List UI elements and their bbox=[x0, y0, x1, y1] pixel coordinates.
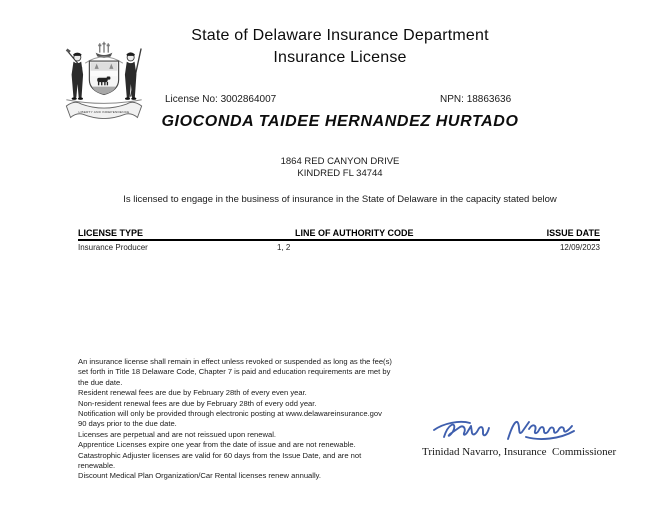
table-cell-authority-code: 1, 2 bbox=[277, 243, 291, 252]
fine-print-line: 90 days prior to the due date. bbox=[78, 419, 177, 429]
fine-print-line: the due date. bbox=[78, 377, 123, 387]
licensee-name: GIOCONDA TAIDEE HERNANDEZ HURTADO bbox=[161, 113, 519, 130]
table-cell-issue-date: 12/09/2023 bbox=[559, 243, 600, 252]
license-number-value: 3002864007 bbox=[220, 94, 277, 105]
table-header-authority-code: LINE OF AUTHORITY CODE bbox=[295, 228, 414, 238]
fine-print-line: Apprentice Licenses expire one year from the date of issue and are not renewable. bbox=[78, 440, 356, 450]
fine-print-line: Non-resident renewal fees are due by February 28th of every odd year. bbox=[78, 398, 317, 408]
fine-print-line: Notification will only be provided through electronic posting at www.delawareinsurance.gov bbox=[78, 409, 382, 419]
address-line-2: KINDRED FL 34744 bbox=[297, 168, 383, 179]
table-cell-license-type: Insurance Producer bbox=[78, 243, 148, 252]
licensee-address bbox=[10, 156, 670, 180]
license-number bbox=[165, 94, 276, 105]
fine-print bbox=[78, 357, 438, 482]
fine-print-line: Catastrophic Adjuster licenses are valid for 60 days from the Issue Date, and are not bbox=[78, 450, 362, 460]
table-header-issue-date: ISSUE DATE bbox=[546, 228, 600, 238]
table-header-license-type: LICENSE TYPE bbox=[78, 228, 144, 238]
commissioner-signature-icon bbox=[428, 413, 584, 447]
fine-print-line: Discount Medical Plan Organization/Car Rental licenses renew annually. bbox=[78, 471, 321, 481]
npn-value: 18863636 bbox=[466, 94, 512, 105]
capacity-statement: Is licensed to engage in the business of insurance in the State of Delaware in the capacity stated below bbox=[123, 194, 557, 205]
npn-number bbox=[440, 94, 511, 105]
title-line-2: Insurance License bbox=[273, 49, 407, 66]
seal-motto: LIBERTY AND INDEPENDENCE bbox=[78, 109, 130, 114]
title-line-1: State of Delaware Insurance Department bbox=[191, 27, 489, 44]
commissioner-name-title: Trinidad Navarro, Insurance Commissioner bbox=[422, 446, 617, 458]
fine-print-line: An insurance license shall remain in effect unless revoked or suspended as long as the fee(s) bbox=[78, 357, 392, 366]
fine-print-line: set forth in Title 18 Delaware Code, Chapter 7 is paid and education requirements are met by bbox=[78, 367, 391, 377]
fine-print-line: Resident renewal fees are due by February 28th of every even year. bbox=[78, 388, 307, 398]
document-title bbox=[10, 25, 670, 69]
fine-print-line: renewable. bbox=[78, 461, 116, 471]
npn-label: NPN: bbox=[440, 94, 464, 105]
address-line-1: 1864 RED CANYON DRIVE bbox=[280, 156, 400, 167]
table-header-rule bbox=[78, 239, 600, 241]
fine-print-line: Licenses are perpetual and are not reissued upon renewal. bbox=[78, 429, 276, 439]
license-number-label: License No: bbox=[165, 94, 218, 105]
